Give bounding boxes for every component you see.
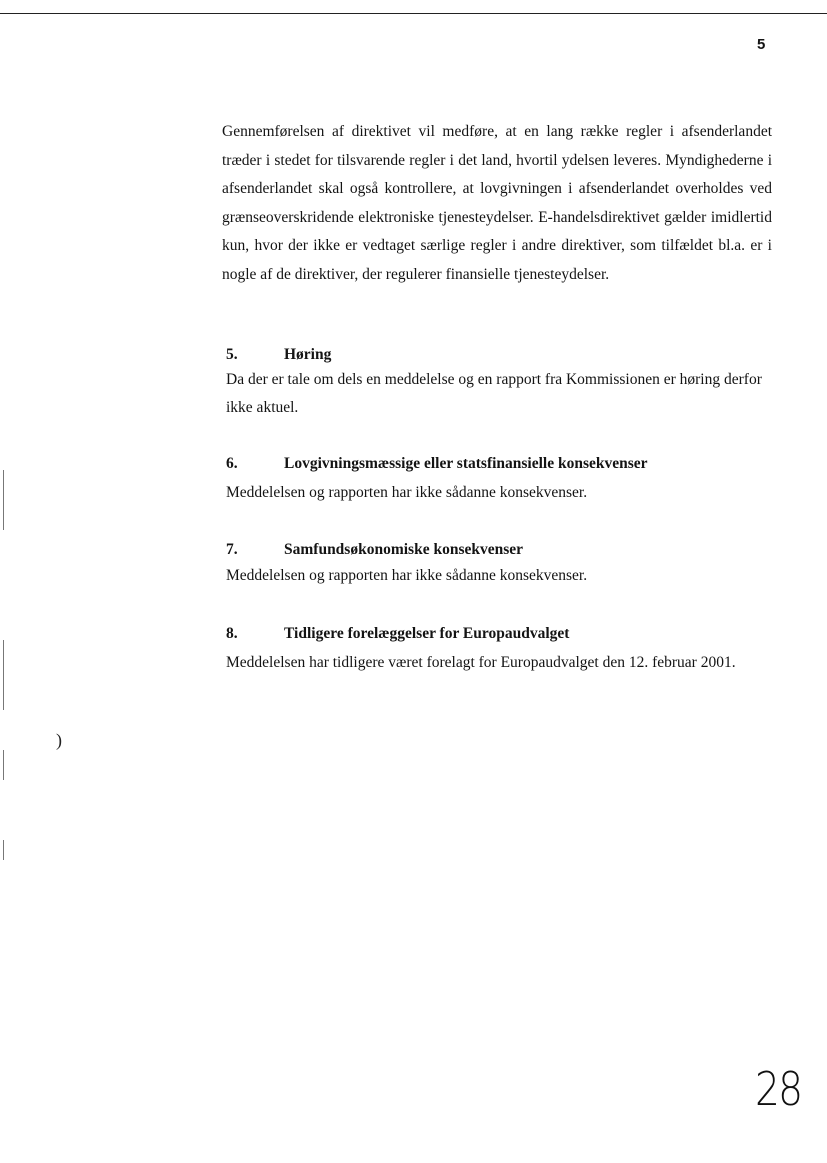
- section-number: 7.: [226, 541, 238, 558]
- section-heading-8: [226, 624, 569, 644]
- section-heading-5: [226, 345, 331, 365]
- intro-paragraph-block: [222, 118, 772, 289]
- section-body-7: [226, 562, 774, 590]
- intro-paragraph: Gennemførelsen af direktivet vil medføre, at en lang række regler i afsenderlandet træder i stedet for tilsvarende regler i det land, hvortil ydelsen leveres. Myndighederne i afsenderlandet skal også kontrollere, at lovgivningen i afsenderlandet overholdes ved grænseoverskridende elektroniske tjenesteydelser. E-handelsdirektivet gælder imidlertid kun, hvor der ikke er vedtaget særlige regler i andre direktiver, som tilfældet bl.a. er i nogle af de direktiver, der regulerer finansielle tjenesteydelser.: [222, 123, 772, 283]
- section-heading-7: [226, 540, 523, 560]
- section-title: Samfundsøkonomiske konsekvenser: [284, 541, 524, 558]
- section-title: Lovgivningsmæssige eller statsfinansielle konsekvenser: [284, 455, 648, 472]
- section-number: 8.: [226, 625, 238, 642]
- section-body-8: [226, 649, 774, 677]
- section-text: Da der er tale om dels en meddelelse og en rapport fra Kommissionen er høring derfor ikke aktuel.: [226, 371, 762, 416]
- section-title: Høring: [284, 346, 332, 363]
- section-heading-6: [226, 454, 648, 474]
- scan-mark: ): [56, 730, 62, 750]
- section-text: Meddelelsen og rapporten har ikke sådanne konsekvenser.: [226, 484, 588, 501]
- scan-edge-line: [3, 640, 4, 710]
- handwritten-page-number: 28: [755, 1062, 802, 1116]
- fax-header-rule: [0, 13, 827, 14]
- scan-edge-line: [3, 840, 4, 860]
- section-number: 6.: [226, 455, 238, 472]
- scan-edge-line: [3, 750, 4, 780]
- section-text: Meddelelsen og rapporten har ikke sådanne konsekvenser.: [226, 567, 588, 584]
- section-title: Tidligere forelæggelser for Europaudvalget: [284, 625, 570, 642]
- section-body-5: [226, 366, 774, 422]
- scan-edge-line: [3, 470, 4, 530]
- section-text: Meddelelsen har tidligere været forelagt for Europaudvalget den 12. februar 2001.: [226, 654, 736, 671]
- section-body-6: [226, 479, 774, 507]
- section-number: 5.: [226, 346, 238, 363]
- page-number: 5: [757, 36, 766, 53]
